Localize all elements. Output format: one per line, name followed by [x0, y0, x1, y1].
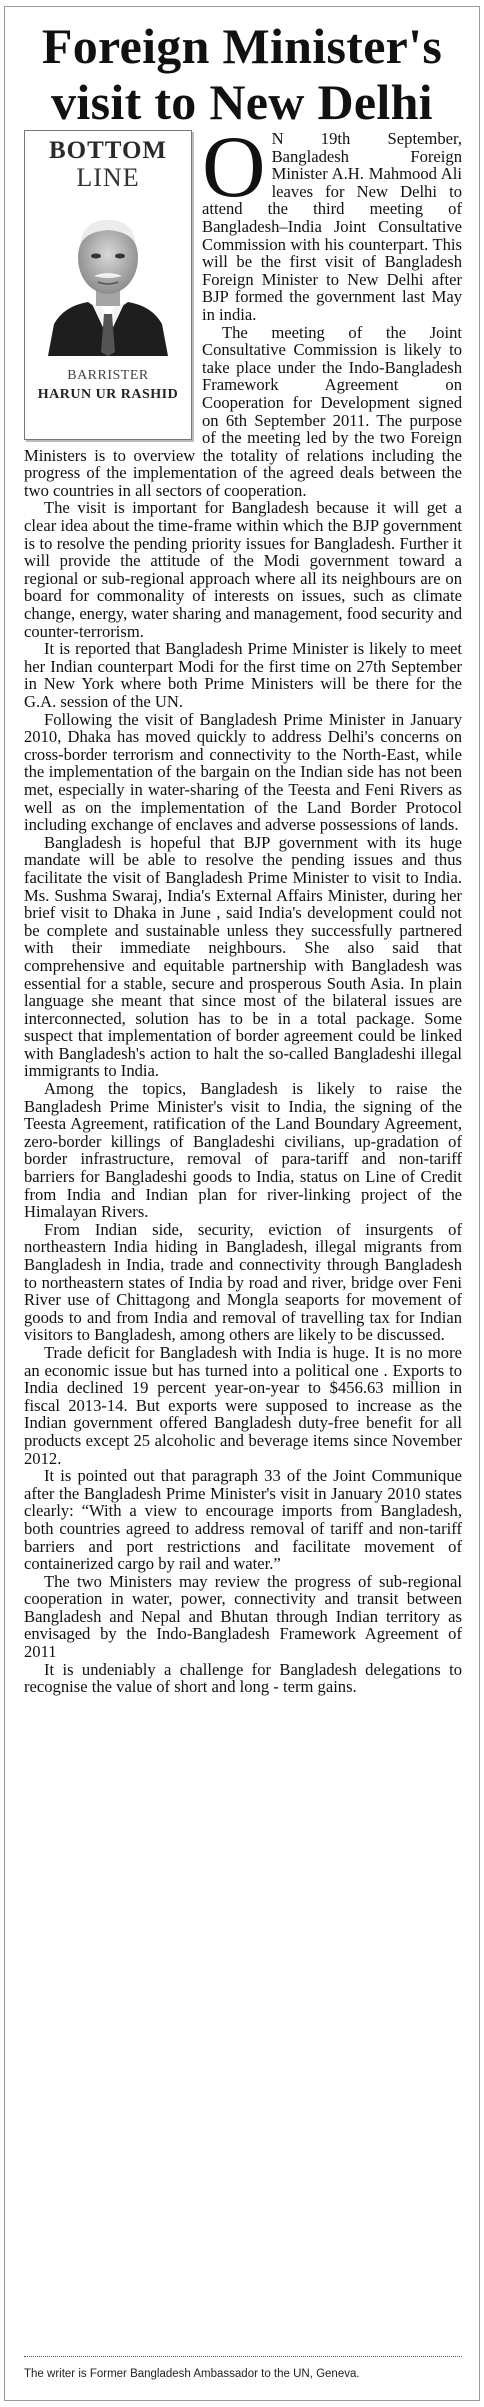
article-paragraph: It is undeniably a challenge for Bangladesh delegations to recognise the value of short and long - term gains.	[24, 1659, 462, 1697]
article-paragraph: Trade deficit for Bangladesh with India is huge. It is no more an economic issue but has turned into a political one . Exports to India declined 19 percent year-on-year to $456.63 million in fiscal 2013-14. But exports were supposed to increase as the Indian government offered Bangladesh duty-free benefit for all products except 25 alcoholic and beverage items since November 2012.	[24, 1342, 462, 1468]
article-paragraph: Among the topics, Bangladesh is likely to raise the Bangladesh Prime Minister's visit to India, the signing of the Teesta Agreement, ratification of the Land Boundary Agreement, zero-border killings of Bangladeshi civilians, up-gradation of border infrastructure, removal of para-tariff and non-tariff barriers for Bangladeshi goods to India, status on Line of Credit from India and Indian plan for river-linking project of the Himalayan Rivers.	[24, 1079, 462, 1222]
article-paragraph: Following the visit of Bangladesh Prime Minister in January 2010, Dhaka has moved quickly to address Delhi's concerns on cross-border terrorism and connectivity to the North-East, while the implementation of the bargain on the Indian side has not been met, especially in water-sharing of the Teesta and Feni Rivers as well as on the implementation of the Land Border Protocol including exchange of enclaves and adverse possessions of lands.	[24, 709, 462, 835]
column-subtitle: LINE	[76, 163, 140, 192]
footer-divider	[24, 2356, 462, 2357]
article-paragraph: Bangladesh is hopeful that BJP government with its huge mandate will be able to resolve the pending issues and thus facilitate the visit of Bangladesh Prime Minister to visit to India. Ms. Sushma Swaraj, India's External Affairs Minister, during her brief visit to Dhaka in June , said India's development could not be complete and sustainable unless they successfully partnered with their immediate neighbours. She also said that comprehensive and equitable partnership with Bangladesh was essential for a stable, secure and prosperous South Asia. In plain language she meant that since most of the bilateral issues are interconnected, solution has to be in a total package. Some suspect that implementation of border agreement could be linked with Bangladesh's action to halt the so-called Bangladeshi illegal immigrants to India.	[24, 832, 462, 1081]
author-name: HARUN UR RASHID	[37, 387, 179, 402]
author-portrait-icon	[44, 206, 172, 356]
article-paragraph: The meeting of the Joint Consultative Commission is likely to take place under the Indo-Bangladesh Framework Agreement on Cooperation for Development signed on 6th September 2011. The purpose of the meeting led by the two Foreign Ministers is to overview the totality of relations including the progress of the implementation of the agreed deals between the two countries in all sectors of cooperation.	[24, 322, 462, 500]
article-paragraph: It is reported that Bangladesh Prime Minister is likely to meet her Indian counterpart Modi for the first time on 27th September in New York where both Prime Ministers will be there for the G.A. session of the UN.	[24, 639, 462, 711]
drop-cap: O	[202, 119, 266, 216]
author-footnote: The writer is Former Bangladesh Ambassador to the UN, Geneva.	[24, 2368, 360, 2380]
article-headline: Foreign Minister's visit to New Delhi	[41, 18, 443, 130]
article-paragraph: From Indian side, security, eviction of insurgents of northeastern India hiding in Bangladesh, illegal migrants from Bangladesh in India, trade and connectivity through Bangladesh to northeastern states of India by road and river, bridge over Feni River use of Chittagong and Mongla seaports for movement of goods to and from India and removal of travelling tax for Indian visitors to Bangladesh, among others are likely to be discussed.	[24, 1219, 462, 1345]
column-byline-box	[24, 130, 192, 440]
article-paragraph: It is pointed out that paragraph 33 of the Joint Communique after the Bangladesh Prime Minister's visit in January 2010 states clearly: “With a view to encourage imports from Bangladesh, both countries agreed to address removal of tariff and non-tariff barriers and port restrictions and facilitate movement of containerized cargo by rail and water.”	[24, 1466, 462, 1574]
article-paragraph: The visit is important for Bangladesh because it will get a clear idea about the time-frame within which the BJP government is to resolve the pending priority issues for Bangladesh. Further it will provide the attitude of the Modi government toward a regional or sub-regional approach where all its neighbours are on board for commonality of interests on issues, such as climate change, energy, water sharing and management, food security and counter-terrorism.	[24, 498, 462, 641]
paragraph-text: N 19th September, Bangladesh Foreign Minister A.H. Mahmood Ali leaves for New Delhi to attend the third meeting of Bangladesh–India Joint Consultative Commission with his counterpart. This will be the first visit of Bangladesh Foreign Minister to New Delhi after BJP formed the government last May in india.	[202, 129, 462, 324]
author-role: BARRISTER	[67, 368, 149, 383]
column-title: BOTTOM	[48, 137, 168, 164]
article-body	[24, 119, 462, 1697]
article-paragraph: The two Ministers may review the progress of sub-regional cooperation in water, power, connectivity and transit between Bangladesh and Nepal and Bhutan through Indian territory as envisaged by the Indo-Bangladesh Framework Agreement of 2011	[24, 1571, 462, 1662]
